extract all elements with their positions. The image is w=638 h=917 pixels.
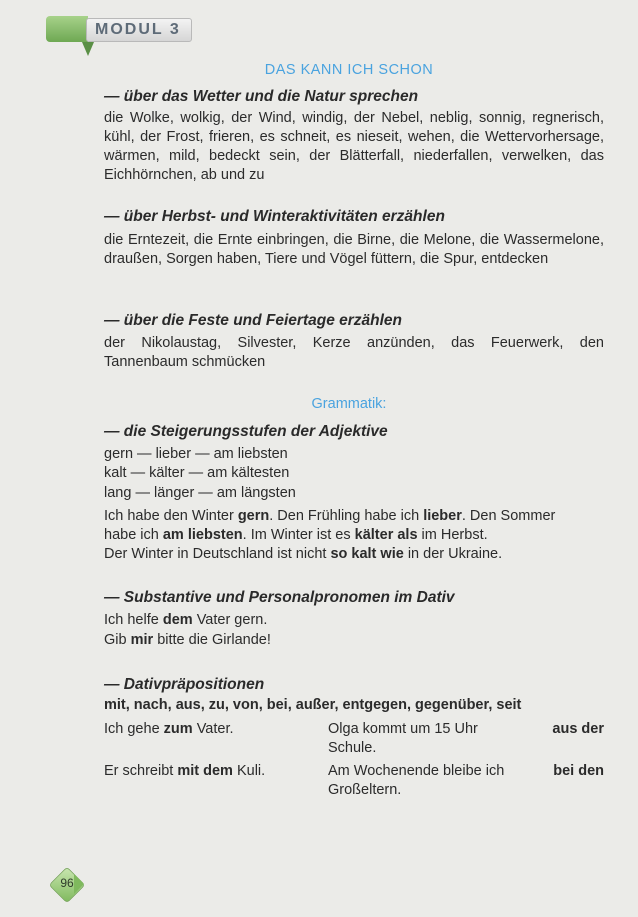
comparison-example: habe ich am liebsten. Im Winter ist es kälter als im Herbst.	[104, 527, 488, 543]
badge-tab	[46, 16, 88, 42]
grammar-title: Grammatik:	[311, 396, 387, 412]
section-heading-weather: — über das Wetter und die Natur sprechen	[104, 88, 419, 105]
section-text-autumn-winter: die Erntezeit, die Ernte einbringen, die Birne, die Melone, die Wassermelone, draußen, Sorgen haben, Tiere und Vögel füttern, die Spur, entdecken	[104, 232, 604, 267]
section-heading-autumn-winter: — über Herbst- und Winteraktivitäten erzählen	[104, 208, 445, 225]
preposition-list: mit, nach, aus, zu, von, bei, außer, entgegen, gegenüber, seit	[104, 697, 522, 713]
preposition-example: Er schreibt mit dem Kuli.	[104, 763, 266, 779]
page-number-badge	[44, 866, 90, 902]
preposition-example: Ich gehe zum Vater.	[104, 721, 234, 737]
module-label: MODUL 3	[86, 18, 192, 42]
section-heading-holidays: — über die Feste und Feiertage erzählen	[104, 312, 403, 329]
preposition-example: Am Wochenende bleibe ich bei den Großeltern.	[328, 763, 604, 798]
grammar-heading-dative: — Substantive und Personalpronomen im Dativ	[104, 589, 455, 606]
dative-example: Gib mir bitte die Girlande!	[104, 632, 271, 648]
preposition-example: Olga kommt um 15 Uhr aus der Schule.	[328, 721, 604, 756]
grammar-heading-prepositions: — Dativpräpositionen	[104, 676, 265, 693]
page-number: 96	[60, 876, 74, 890]
page-title: DAS KANN ICH SCHON	[264, 62, 434, 78]
comparison-example: Der Winter in Deutschland ist nicht so kalt wie in der Ukraine.	[104, 546, 503, 562]
comparison-example: Ich habe den Winter gern. Den Frühling habe ich lieber. Den Sommer	[104, 508, 556, 524]
badge-pin-icon	[82, 42, 94, 56]
comparison-line: kalt — kälter — am kältesten	[104, 465, 290, 481]
module-badge	[46, 16, 196, 42]
grammar-heading-comparison: — die Steigerungsstufen der Adjektive	[104, 423, 388, 440]
section-text-holidays: der Nikolaustag, Silvester, Kerze anzünden, das Feuerwerk, den Tannenbaum schmücken	[104, 335, 604, 370]
comparison-line: lang — länger — am längsten	[104, 485, 296, 501]
section-text-weather: die Wolke, wolkig, der Wind, windig, der Nebel, neblig, sonnig, regnerisch, kühl, der Frost, frieren, es schneit, es nieseit, wehen, die Wettervorhersage, wärmen, mild, bedeckt sein, der Blätterfall, niederfallen, verwelken, das Eichhörnchen, ab und zu	[104, 110, 604, 183]
dative-example: Ich helfe dem Vater gern.	[104, 612, 268, 628]
comparison-line: gern — lieber — am liebsten	[104, 446, 288, 462]
